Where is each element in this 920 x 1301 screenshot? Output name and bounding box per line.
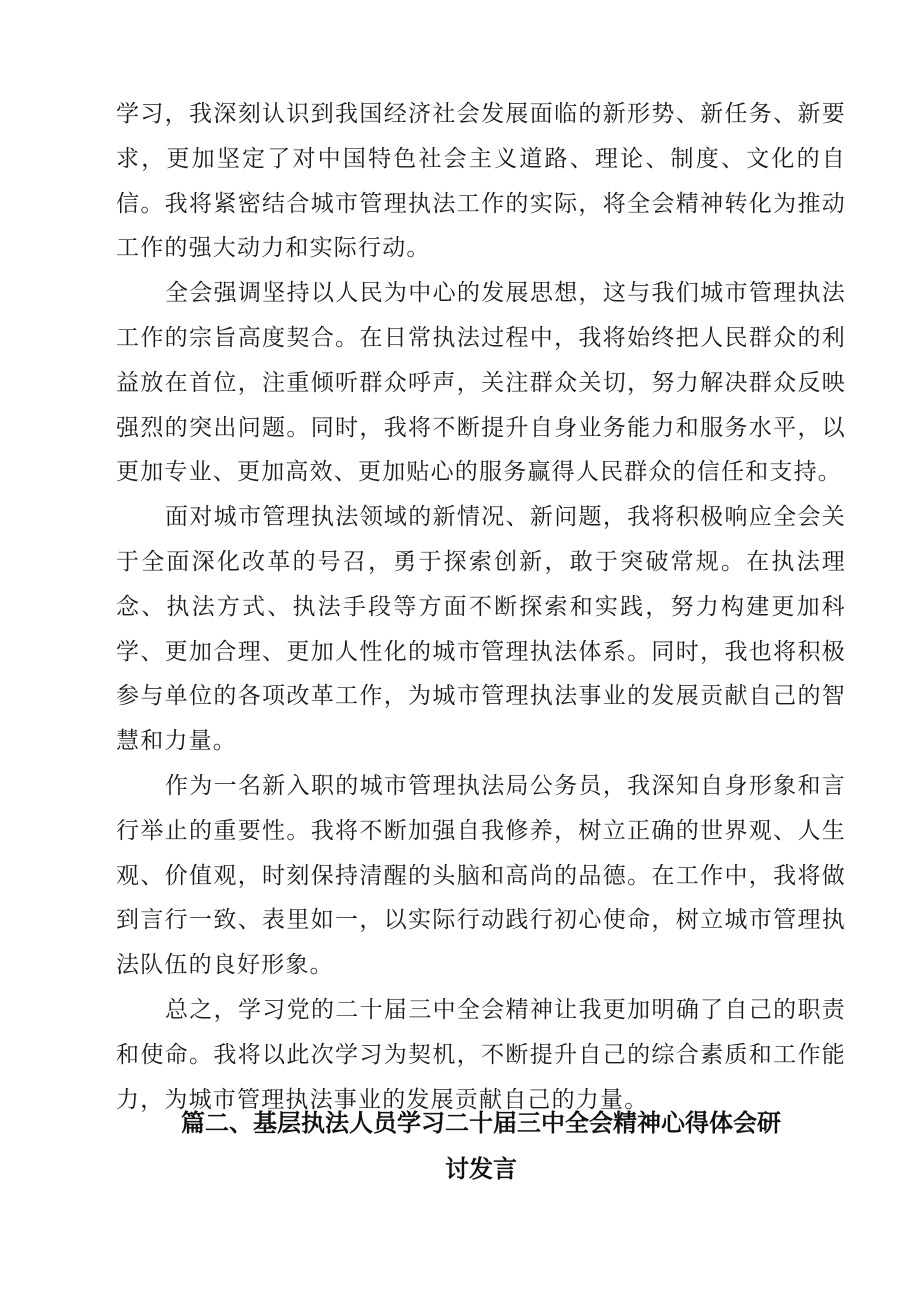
paragraph-2: 全会强调坚持以人民为中心的发展思想，这与我们城市管理执法工作的宗旨高度契合。在日常执法过程中，我将始终把人民群众的利益放在首位，注重倾听群众呼声，关注群众关切，努力解决群众反映强烈的突出问题。同时，我将不断提升自身业务能力和服务水平，以更加专业、更加高效、更加贴心的服务赢得人民群众的信任和支持。	[116, 280, 846, 486]
paragraph-1: 学习，我深刻认识到我国经济社会发展面临的新形势、新任务、新要求，更加坚定了对中国特色社会主义道路、理论、制度、文化的自信。我将紧密结合城市管理执法工作的实际，将全会精神转化为推动工作的强大动力和实际行动。	[116, 101, 846, 262]
paragraph-3: 面对城市管理执法领域的新情况、新问题，我将积极响应全会关于全面深化改革的号召，勇于探索创新，敢于突破常规。在执法理念、执法方式、执法手段等方面不断探索和实践，努力构建更加科学、更加合理、更加人性化的城市管理执法体系。同时，我也将积极参与单位的各项改革工作，为城市管理执法事业的发展贡献自己的智慧和力量。	[116, 504, 846, 755]
paragraph-4: 作为一名新入职的城市管理执法局公务员，我深知自身形象和言行举止的重要性。我将不断加强自我修养，树立正确的世界观、人生观、价值观，时刻保持清醒的头脑和高尚的品德。在工作中，我将做到言行一致、表里如一，以实际行动践行初心使命，树立城市管理执法队伍的良好形象。	[116, 772, 846, 979]
section-title	[116, 1100, 846, 1192]
section-title-line-1: 篇二、基层执法人员学习二十届三中全会精神心得体会研	[181, 1109, 781, 1137]
section-title-line-2: 讨发言	[445, 1155, 517, 1183]
document-body	[116, 92, 846, 1122]
paragraph-5: 总之，学习党的二十届三中全会精神让我更加明确了自己的职责和使命。我将以此次学习为契机，不断提升自己的综合素质和工作能力，为城市管理执法事业的发展贡献自己的力量。	[116, 996, 846, 1113]
